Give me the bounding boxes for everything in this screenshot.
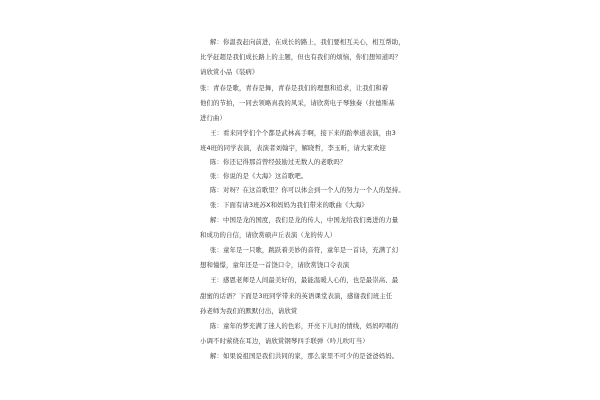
text-line: 解：你温我赶向前进，在成长的路上，我们要相互关心，相互帮助， [210, 38, 405, 46]
text-line: 陈：童年的梦充满了迷人的色彩，开亮下儿时的情线，妈妈哼唱的 [210, 322, 399, 330]
text-line: 王：看来同学们个个都是武林高手啊，接下来的跆拳道表演，由3 [210, 129, 396, 137]
text-line: 张：青春是歌，青春是舞，青春是我们的理想和追求，让我们和着 [200, 84, 389, 92]
text-line: 他们的节拍，一同去领略真我的风采，请欣赏电子琴独奏（拉德斯基 [200, 99, 395, 107]
text-line: 比学赶超是我们成长路上的主题，但也有我们的烦恼，你们想知道吗？ [200, 53, 402, 61]
text-line: 张：下面有请3班苏X和妈妈为我们带来的歌曲《大海》 [210, 201, 368, 209]
text-line: 进行曲） [200, 114, 226, 122]
text-line: 和成功的自信，请欣赏硕声丘表演（龙的传人） [200, 231, 337, 239]
text-line: 王：感恩老师是人间最美好的，最能温暖人心的，也是最崇高、最 [210, 276, 399, 284]
text-line: 解：如果说祖国是我们共同的家，那么家里不可少的是爸爸妈妈。 [210, 352, 399, 360]
text-line: 解：中国是龙的国度，我们是龙的传人，中国龙给我们勇进的力量 [210, 216, 399, 224]
text-line: 请欣赏小品《装病》 [200, 68, 259, 76]
text-line: 小调不时萦绕在耳边，请欣赏钢琴四手联弹（吟儿吹叮当） [200, 337, 369, 345]
text-line: 甜蜜的话语？下面是3班同学带来的英语课堂表演，感谢我们班主任 [200, 292, 393, 300]
text-line: 班4班的同学表演，表演者刘翰宇，解晓哲，李玉昕，请大家欢迎 [200, 144, 386, 152]
text-line: 想和憧憬，童年还是一首饶口令，请欣赏饶口令表演 [200, 261, 350, 269]
text-line: 陈：你还记得那首曾经鼓励过无数人的老歌吗？ [210, 158, 347, 166]
text-line: 张：童年是一只歌，跳跃着美妙的音符，童年是一首诗，充满了幻 [210, 246, 399, 254]
text-line: 孙老师为我们的默默付出，请欣赏 [200, 307, 298, 315]
text-line: 陈：对呀？在这首歌里？你可以体会到一个人的努力一个人的坚持。 [210, 186, 405, 194]
text-line: 张：你说的是《大海》这首歌吧。 [210, 172, 308, 180]
